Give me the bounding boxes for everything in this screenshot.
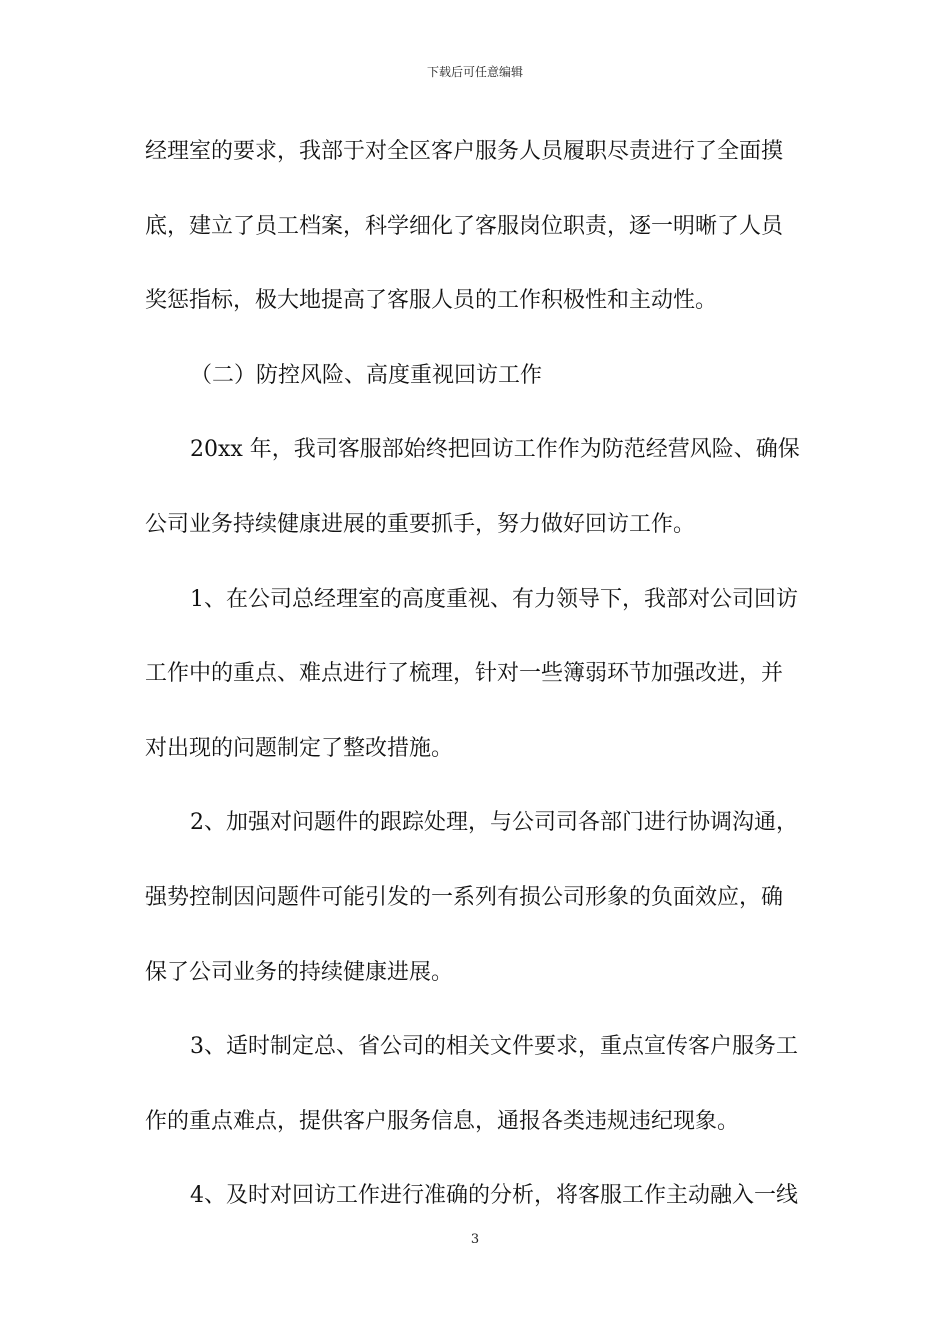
text-line: 2、加强对问题件的跟踪处理，与公司司各部门进行协调沟通， [190,810,798,836]
page-header: 下载后可任意编辑 [426,65,523,79]
text-line: 3、适时制定总、省公司的相关文件要求，重点宣传客户服务工 [190,1034,798,1060]
text-line: 作的重点难点，提供客户服务信息，通报各类违规违纪现象。 [145,1108,740,1134]
text-line: 强势控制因问题件可能引发的一系列有损公司形象的负面效应，确 [145,884,784,910]
text-line: 保了公司业务的持续健康进展。 [145,959,454,985]
text-line: 对出现的问题制定了整改措施。 [145,735,454,761]
text-line: 20xx 年，我司客服部始终把回访工作作为防范经营风险、确保 [190,437,800,463]
page-number: 3 [470,1232,480,1247]
text-line: 经理室的要求，我部于对全区客户服务人员履职尽责进行了全面摸 [145,139,784,164]
text-line: 4、及时对回访工作进行准确的分析，将客服工作主动融入一线 [190,1183,798,1209]
section-heading: （二）防控风险、高度重视回访工作 [190,362,543,388]
text-line: 工作中的重点、难点进行了梳理，针对一些簿弱环节加强改进，并 [145,661,784,687]
document-body [145,130,810,1249]
text-line: 1、在公司总经理室的高度重视、有力领导下，我部对公司回访 [190,586,798,612]
text-line: 底，建立了员工档案，科学细化了客服岗位职责，逐一明晰了人员 [145,213,784,239]
text-line: 公司业务持续健康进展的重要抓手，努力做好回访工作。 [145,511,696,537]
text-line: 奖惩指标，极大地提高了客服人员的工作积极性和主动性。 [145,288,718,314]
